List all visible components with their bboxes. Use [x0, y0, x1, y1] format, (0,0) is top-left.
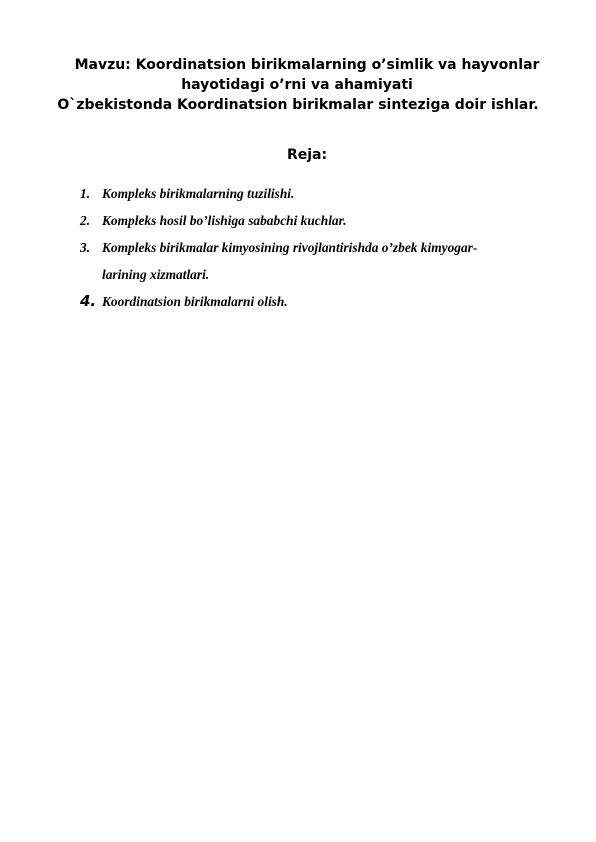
plan-list: [80, 180, 560, 315]
plan-item-text: Kompleks birikmalar kimyosining rivojlantirishda o’zbek kimyogar-: [102, 240, 478, 255]
plan-item-4: [80, 288, 560, 315]
title-line-1: Mavzu: Koordinatsion birikmalarning o’simlik va hayvonlar: [74, 57, 540, 73]
plan-item-3: [80, 234, 560, 261]
plan-item-text: Koordinatsion birikmalarni olish.: [102, 294, 288, 309]
plan-heading-text: Reja:: [286, 147, 328, 163]
plan-item-number: 1.: [80, 186, 91, 201]
title-line-3: O`zbekistonda Koordinatsion birikmalar sinteziga doir ishlar.: [57, 97, 539, 113]
plan-item-1: [80, 180, 560, 207]
plan-item-text: larining xizmatlari.: [102, 267, 210, 282]
plan-item-number: 4.: [80, 292, 97, 310]
plan-heading: [0, 145, 596, 165]
plan-item-3-continuation: [80, 261, 560, 288]
plan-item-2: [80, 207, 560, 234]
title-line-2: hayotidagi o’rni va ahamiyati: [181, 77, 413, 93]
document-title: [30, 55, 566, 115]
plan-item-text: Kompleks birikmalarning tuzilishi.: [102, 186, 295, 201]
plan-item-text: Kompleks hosil bo’lishiga sababchi kuchlar.: [102, 213, 347, 228]
plan-item-number: 3.: [80, 240, 91, 255]
plan-item-number: 2.: [80, 213, 91, 228]
